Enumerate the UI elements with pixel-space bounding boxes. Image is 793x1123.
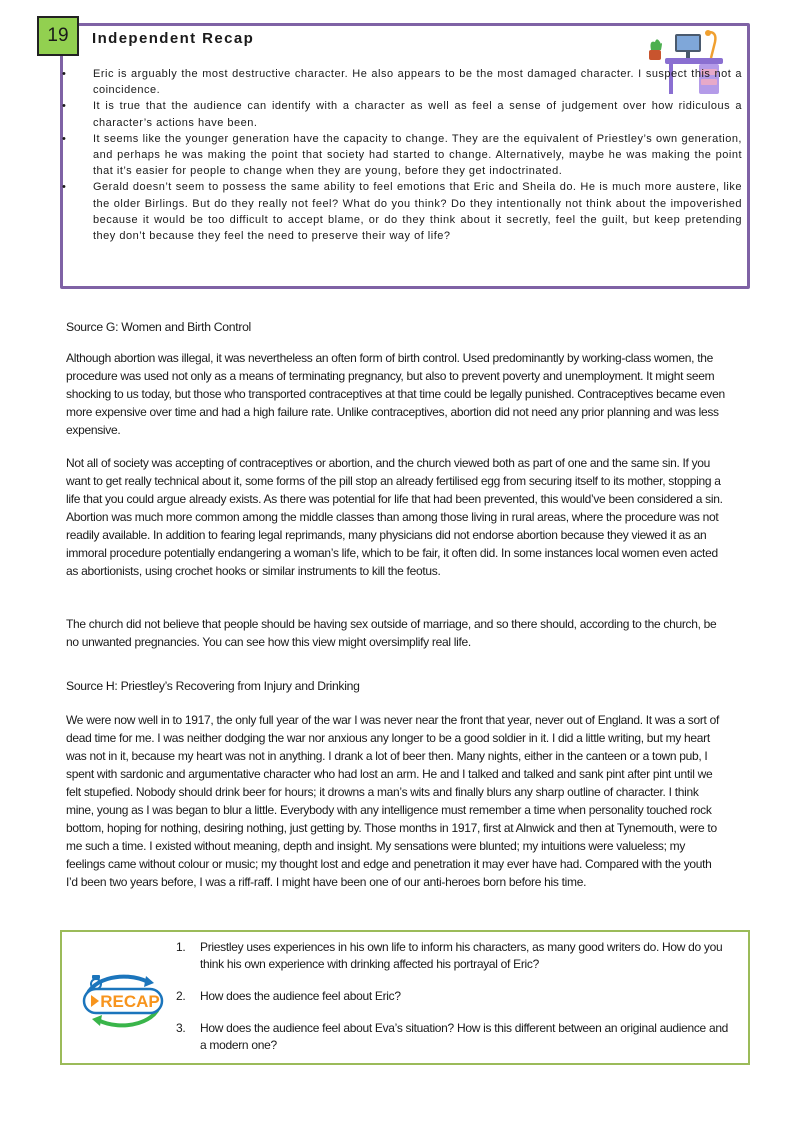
list-item: 1. Priestley uses experiences in his own life to inform his characters, as many good writers do. How do you think his own experience with drinking affected his portrayal of Eric? xyxy=(176,940,723,971)
list-item: • It is true that the audience can identify with a character as well as feel a sense of judgement over how ridiculous a character’s actions have been. xyxy=(62,100,742,129)
recap-logo-icon xyxy=(78,972,168,1030)
source-h-heading: Source H: Priestley’s Recovering from Injury and Drinking xyxy=(66,679,360,693)
bullet-icon: • xyxy=(62,100,67,113)
source-g-heading: Source G: Women and Birth Control xyxy=(66,320,251,334)
bullet-icon: • xyxy=(62,181,67,194)
recap-title: Independent Recap xyxy=(92,30,255,47)
list-item: • It seems like the younger generation have the capacity to change. They are the equivalent of Priestley’s own generation, and perhaps he was making the point that society had started to change. Alternatively, maybe he was making the point that it’s easier for people to change when they are young, before they get indoctrinated. xyxy=(62,132,742,178)
page-number: 19 xyxy=(37,16,79,56)
source-g-paragraph-2: Not all of society was accepting of contraceptives or abortion, and the church viewed both as part of one and the same sin. If you want to get really technical about it, some forms of the pill stop an already fertilised egg from securing itself to its mother, stopping a life that you could argue already exists. As there was potential for life that had been prevented, this would’ve been considered a sin. Abortion was much more common among the middle classes than among those living in rural areas, where the procedure was not readily available. In addition to fearing legal reprimands, many physicians did not endorse abortion because they viewed it as an immoral procedure potentially endangering a woman’s life, which to be fair, it often did. In some instances local women even acted as abortionists, using crochet hooks or similar instruments to kill the feotus. xyxy=(66,456,723,578)
list-item: • Gerald doesn’t seem to possess the same ability to feel emotions that Eric and Sheila do. He is much more austere, like the older Birlings. But do they really not feel? What do you think? Do they intentionally not think about the impoverished because it would be too difficult to accept blame, or do they think about it secretly, feel the guilt, but keep pretending they don’t because they feel the need to preserve their way of life? xyxy=(62,181,742,243)
bullet-icon: • xyxy=(62,132,67,145)
list-item: 3. How does the audience feel about Eva’s situation? How is this different between an original audience and a modern one? xyxy=(176,1021,729,1052)
recap-logo-text: RECAP xyxy=(100,992,160,1011)
source-g-paragraph-3: The church did not believe that people should be having sex outside of marriage, and so there should, according to the church, be no unwanted pregnancies. You can see how this view might oversimplify real life. xyxy=(66,617,717,649)
bullet-icon: • xyxy=(62,68,67,80)
list-item: 2. How does the audience feel about Eric? xyxy=(176,989,401,1003)
source-h-paragraph: We were now well in to 1917, the only full year of the war I was never near the front that year, never out of England. It was a sort of dead time for me. I was neither dodging the war nor anxious any longer to be a good soldier in it. I did a little writing, but my heart was not in it, because my heart was not in anything. I drank a lot of beer then. Many nights, either in the canteen or a town pub, I spent with sardonic and argumentative character who had lost an arm. He and I talked and talked and sank pint after pint until we felt stupefied. Nobody should drink beer for hours; it drowns a man’s wits and finally blurs any sharp outline of character. I think mine, young as I was began to blur a little. Everybody with any intelligence must remember a time when personality touched rock bottom, hoping for nothing, desiring nothing, just getting by. Those months in 1917, first at Alnwick and then at Tynemouth, were to me such a time. I existed without meaning, depth and insight. My sensations were blunted; my intuitions were valueless; my feelings came without colour or music; my thought lost and edge and penetration it may ever have had. Compared with the youth I’d been two years before, I was a riff-raff. I might have been one of our anti-heroes born before his time. xyxy=(66,713,719,889)
recap-bullet-list xyxy=(62,66,742,244)
source-g-paragraph-1: Although abortion was illegal, it was nevertheless an often form of birth control. Used predominantly by working-class women, the procedure was used not only as a means of terminating pregnancy, but also to prevent poverty and unemployment. It might seem shocking to us today, but those who transported contraceptives at that time could be legally punished. Contraceptives became even more expensive over time and had a high failure rate. Unlike contraceptives, abortion did not need any prior planning and was less expensive. xyxy=(66,351,725,437)
list-item: • Eric is arguably the most destructive character. He also appears to be the most damaged character. I suspect this not a coincidence. xyxy=(62,68,742,97)
recap-questions-list xyxy=(176,939,736,1069)
